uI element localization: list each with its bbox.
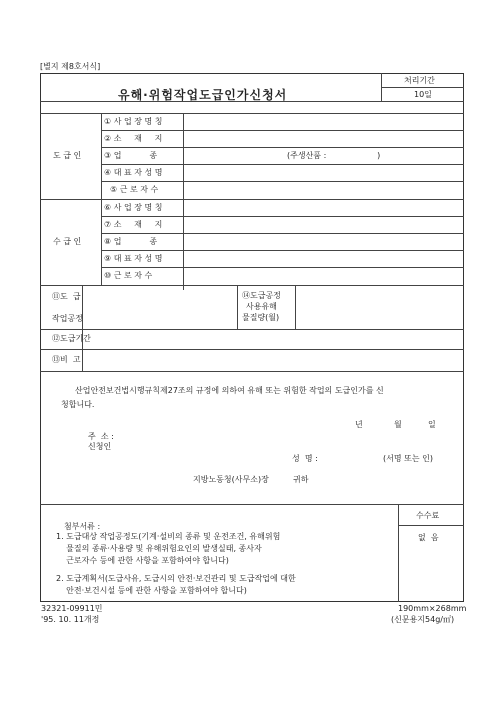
fee-label: 수수료 (416, 511, 440, 520)
attachment-2-line-1: 2. 도급계획서(도급사유, 도급시의 안전·보건관리 및 도급작업에 대한 (56, 574, 296, 583)
subcontractor-row-address: ⑦ 소 재 지 (104, 220, 163, 229)
statement-line-2: 청합니다. (61, 400, 95, 409)
contractor-row-name: ① 사 업 장 명 칭 (104, 117, 163, 126)
work-process-label-2: 작업공정 (52, 314, 83, 323)
contractor-row-address: ② 소 재 지 (104, 134, 163, 143)
applicant-label: 신청인 (88, 442, 112, 451)
hazard-usage-line-2: 사용유해 (246, 302, 277, 311)
fee-value: 없 음 (418, 533, 439, 542)
attachment-1-line-3: 근로자수 등에 관한 사항을 포함하여야 합니다) (56, 556, 229, 565)
addressee-honorific: 귀하 (293, 475, 309, 484)
date-year: 년 (355, 420, 363, 429)
date-month: 월 (394, 420, 402, 429)
hazard-usage-line-1: ⑭도급공정 (242, 291, 281, 300)
addressee-office: 지방노동청(사무소)장 (193, 475, 269, 484)
footer-paper: (신문용지54g/㎡) (391, 615, 455, 624)
attachments-title: 첨부서류 : (64, 522, 101, 531)
subcontractor-group-label: 수 급 인 (53, 237, 82, 246)
period-label: ⑫도급기간 (52, 334, 91, 343)
subcontractor-row-industry: ⑧ 업 종 (104, 237, 158, 246)
subcontractor-row-name: ⑥ 사 업 장 명 칭 (104, 203, 163, 212)
remarks-label: ⑬비 고 (52, 355, 81, 364)
contractor-row-industry: ③ 업 종 (104, 151, 158, 160)
footer-code: 32321-09911민 (41, 604, 103, 613)
hazard-usage-line-3: 물질량(월) (242, 313, 280, 322)
footer-revised: '95. 10. 11개정 (41, 615, 100, 624)
contractor-group-label: 도 급 인 (53, 151, 82, 160)
footer-size: 190mm×268mm (398, 604, 467, 613)
contractor-row-ceo: ④ 대 표 자 성 명 (104, 168, 163, 177)
processing-value: 10일 (414, 90, 432, 99)
form-code: [별지 제8호서식] (40, 62, 101, 71)
statement-line-1: 산업안전보건법시행규칙제27조의 규정에 의하여 유해 또는 위험한 작업의 도급인가를 신 (75, 386, 384, 395)
attachment-2-line-2: 안전·보건시설 등에 관한 사항을 포함하여야 합니다) (56, 586, 247, 595)
processing-label: 처리기간 (404, 76, 435, 85)
attachment-1-line-1: 1. 도급대상 작업공정도(기계·설비의 종류 및 운전조건, 유해위험 (56, 532, 281, 541)
sign-note: (서명 또는 인) (383, 454, 433, 463)
subcontractor-row-ceo: ⑨ 대 표 자 성 명 (104, 254, 163, 263)
form-title: 유해·위험작업도급인가신청서 (118, 88, 288, 102)
contractor-row-workers: ⑤ 근 로 자 수 (110, 185, 159, 194)
date-day: 일 (428, 420, 436, 429)
subcontractor-row-workers: ⑩ 근 로 자 수 (104, 271, 153, 280)
work-process-label-1: ⑪도 급 (52, 292, 81, 301)
name-label: 성 명 : (292, 454, 318, 463)
address-label: 주 소 : (88, 432, 114, 441)
attachment-1-line-2: 물질의 종류·사용량 및 유해위험요인의 발생실태, 종사자 (56, 544, 262, 553)
main-product-note: (주생산품 : ) (287, 151, 381, 160)
